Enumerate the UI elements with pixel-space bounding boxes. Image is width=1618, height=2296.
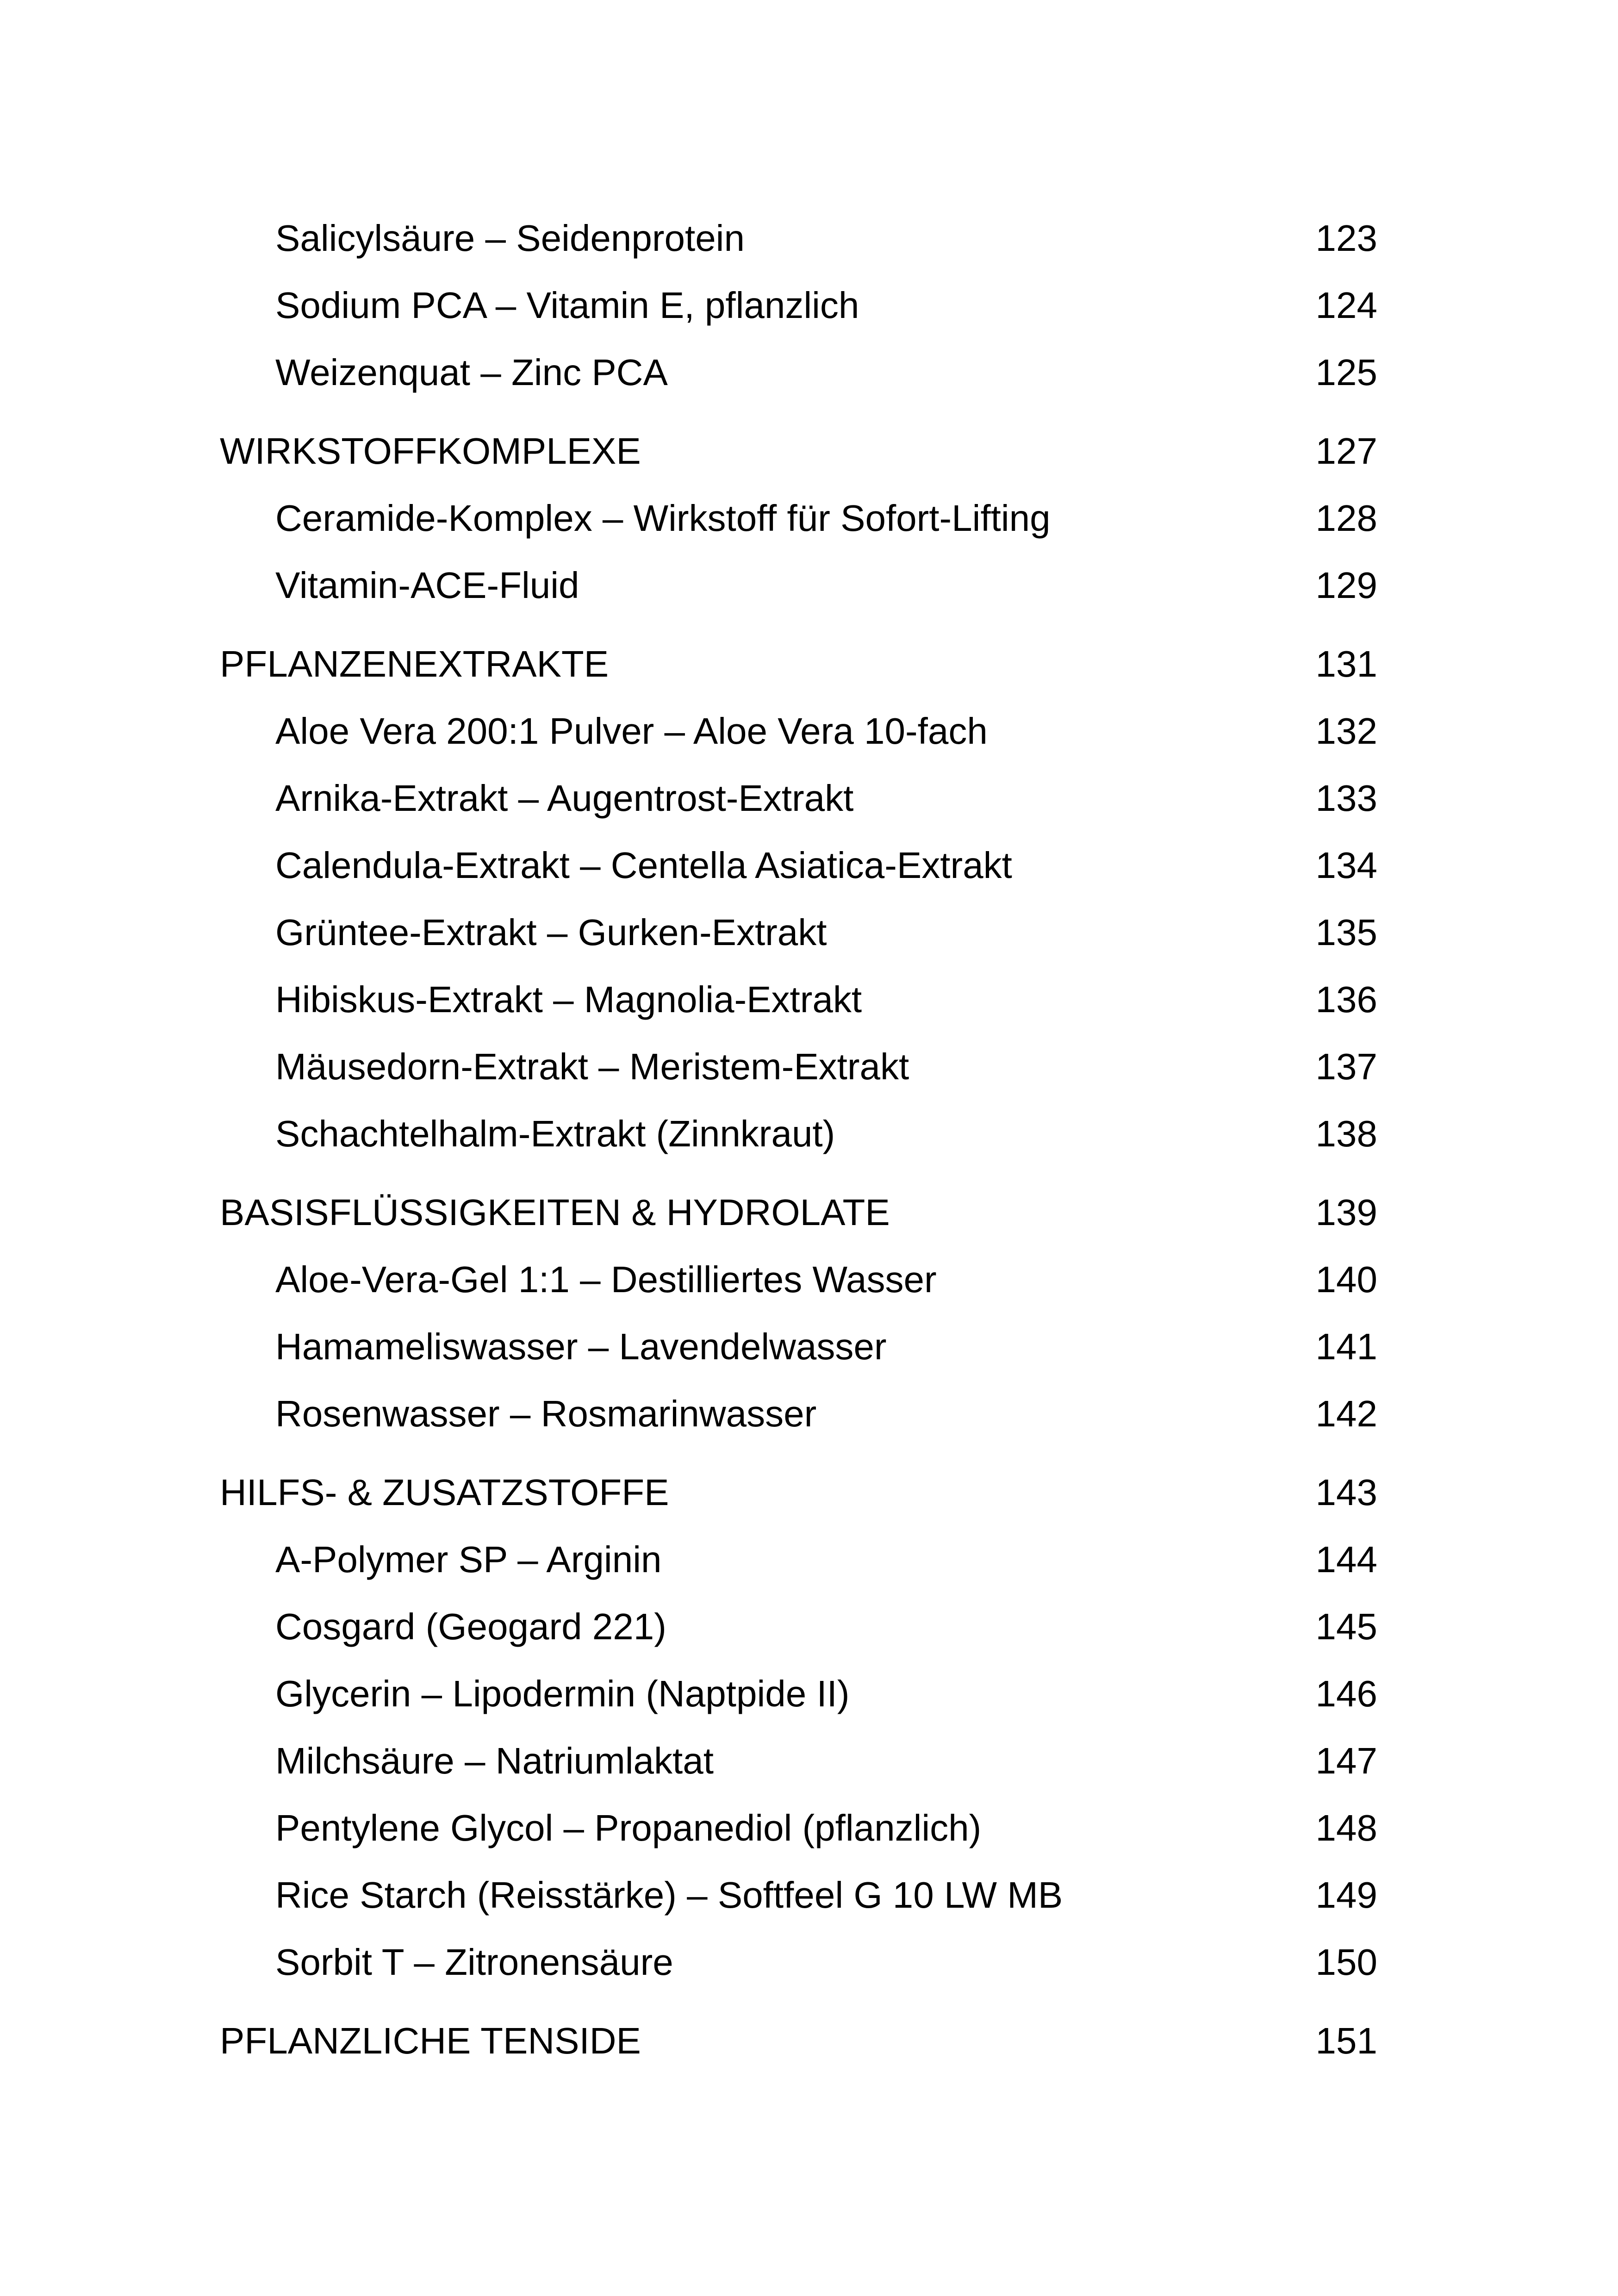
toc-entry [0, 1039, 1618, 1095]
toc-entry [0, 278, 1618, 333]
toc-entry-title: Grüntee-Extrakt – Gurken-Extrakt [275, 912, 827, 953]
toc-entry [0, 1532, 1618, 1587]
toc-entry-title: Ceramide-Komplex – Wirkstoff für Sofort-Lifting [275, 498, 1051, 539]
toc-entry-title: Salicylsäure – Seidenprotein [275, 218, 745, 259]
toc-entry [0, 1867, 1618, 1923]
toc-entry [0, 1666, 1618, 1722]
toc-entry [0, 1386, 1618, 1442]
toc-entry-page: 136 [1315, 979, 1377, 1020]
toc-section-title: PFLANZENEXTRAKTE [220, 643, 609, 684]
toc-entry-title: Hamameliswasser – Lavendelwasser [275, 1326, 887, 1367]
toc-entry-page: 123 [1315, 218, 1377, 259]
toc-section-page: 151 [1315, 2020, 1377, 2061]
toc-entry-page: 135 [1315, 912, 1377, 953]
toc-entry-page: 147 [1315, 1740, 1377, 1781]
toc-entry-title: Sodium PCA – Vitamin E, pflanzlich [275, 285, 859, 326]
toc-entry-title: Vitamin-ACE-Fluid [275, 565, 579, 606]
toc-entry-title: Rosenwasser – Rosmarinwasser [275, 1393, 817, 1434]
toc-entry-title: Aloe-Vera-Gel 1:1 – Destilliertes Wasser [275, 1259, 937, 1300]
toc-entry-page: 142 [1315, 1393, 1377, 1434]
toc-section-title: BASISFLÜSSIGKEITEN & HYDROLATE [220, 1192, 890, 1233]
toc-entry [0, 558, 1618, 613]
toc-entry-title: Weizenquat – Zinc PCA [275, 352, 668, 393]
toc-entry-page: 140 [1315, 1259, 1377, 1300]
toc-entry-title: Pentylene Glycol – Propanediol (pflanzlich) [275, 1807, 982, 1848]
toc-entry-page: 133 [1315, 778, 1377, 819]
toc-entry-page: 144 [1315, 1539, 1377, 1580]
toc-entry [0, 1935, 1618, 1990]
toc-entry-title: Mäusedorn-Extrakt – Meristem-Extrakt [275, 1046, 909, 1087]
toc-section-title: PFLANZLICHE TENSIDE [220, 2020, 641, 2061]
toc-section-page: 131 [1315, 643, 1377, 684]
toc-entry-title: Arnika-Extrakt – Augentrost-Extrakt [275, 778, 854, 819]
toc-entry [0, 1106, 1618, 1162]
toc-entry-page: 141 [1315, 1326, 1377, 1367]
toc-entry [0, 491, 1618, 546]
toc-section-title: HILFS- & ZUSATZSTOFFE [220, 1472, 669, 1513]
toc-entry-page: 150 [1315, 1941, 1377, 1983]
toc-entry [0, 1733, 1618, 1789]
toc-section-heading [0, 423, 1618, 479]
toc-entry-title: Rice Starch (Reisstärke) – Softfeel G 10 LW MB [275, 1874, 1063, 1916]
toc-entry [0, 211, 1618, 266]
toc-section-heading [0, 2013, 1618, 2069]
toc-entry-page: 137 [1315, 1046, 1377, 1087]
toc-entry-title: Aloe Vera 200:1 Pulver – Aloe Vera 10-fach [275, 710, 988, 752]
toc-entry [0, 1252, 1618, 1307]
toc-entry [0, 703, 1618, 759]
toc-entry [0, 905, 1618, 960]
toc-section-page: 127 [1315, 430, 1377, 472]
toc-entry [0, 838, 1618, 893]
toc-section-title: WIRKSTOFFKOMPLEXE [220, 430, 641, 472]
toc-entry [0, 1319, 1618, 1375]
toc-entry [0, 771, 1618, 826]
toc-entry-page: 132 [1315, 710, 1377, 752]
toc-section-page: 143 [1315, 1472, 1377, 1513]
toc-entry-page: 148 [1315, 1807, 1377, 1848]
toc-entry-page: 138 [1315, 1113, 1377, 1154]
toc-entry [0, 1800, 1618, 1856]
toc-entry-title: Sorbit T – Zitronensäure [275, 1941, 673, 1983]
toc-section-page: 139 [1315, 1192, 1377, 1233]
toc-entry-page: 125 [1315, 352, 1377, 393]
toc-section-heading [0, 636, 1618, 692]
toc-entry-page: 145 [1315, 1606, 1377, 1647]
toc-entry-title: A-Polymer SP – Arginin [275, 1539, 662, 1580]
toc-section-heading [0, 1465, 1618, 1520]
toc-entry [0, 345, 1618, 400]
toc-entry-page: 124 [1315, 285, 1377, 326]
toc-entry-title: Schachtelhalm-Extrakt (Zinnkraut) [275, 1113, 835, 1154]
toc-entry-page: 128 [1315, 498, 1377, 539]
toc-entry-title: Cosgard (Geogard 221) [275, 1606, 666, 1647]
toc-entry-page: 149 [1315, 1874, 1377, 1916]
toc-entry-title: Calendula-Extrakt – Centella Asiatica-Extrakt [275, 845, 1012, 886]
toc-entry [0, 1599, 1618, 1655]
toc-entry-page: 134 [1315, 845, 1377, 886]
toc-entry-title: Milchsäure – Natriumlaktat [275, 1740, 714, 1781]
toc-entry-page: 146 [1315, 1673, 1377, 1714]
toc-entry-page: 129 [1315, 565, 1377, 606]
toc-entry-title: Hibiskus-Extrakt – Magnolia-Extrakt [275, 979, 862, 1020]
toc-entry [0, 972, 1618, 1027]
toc-entry-title: Glycerin – Lipodermin (Naptpide II) [275, 1673, 850, 1714]
toc-section-heading [0, 1185, 1618, 1240]
